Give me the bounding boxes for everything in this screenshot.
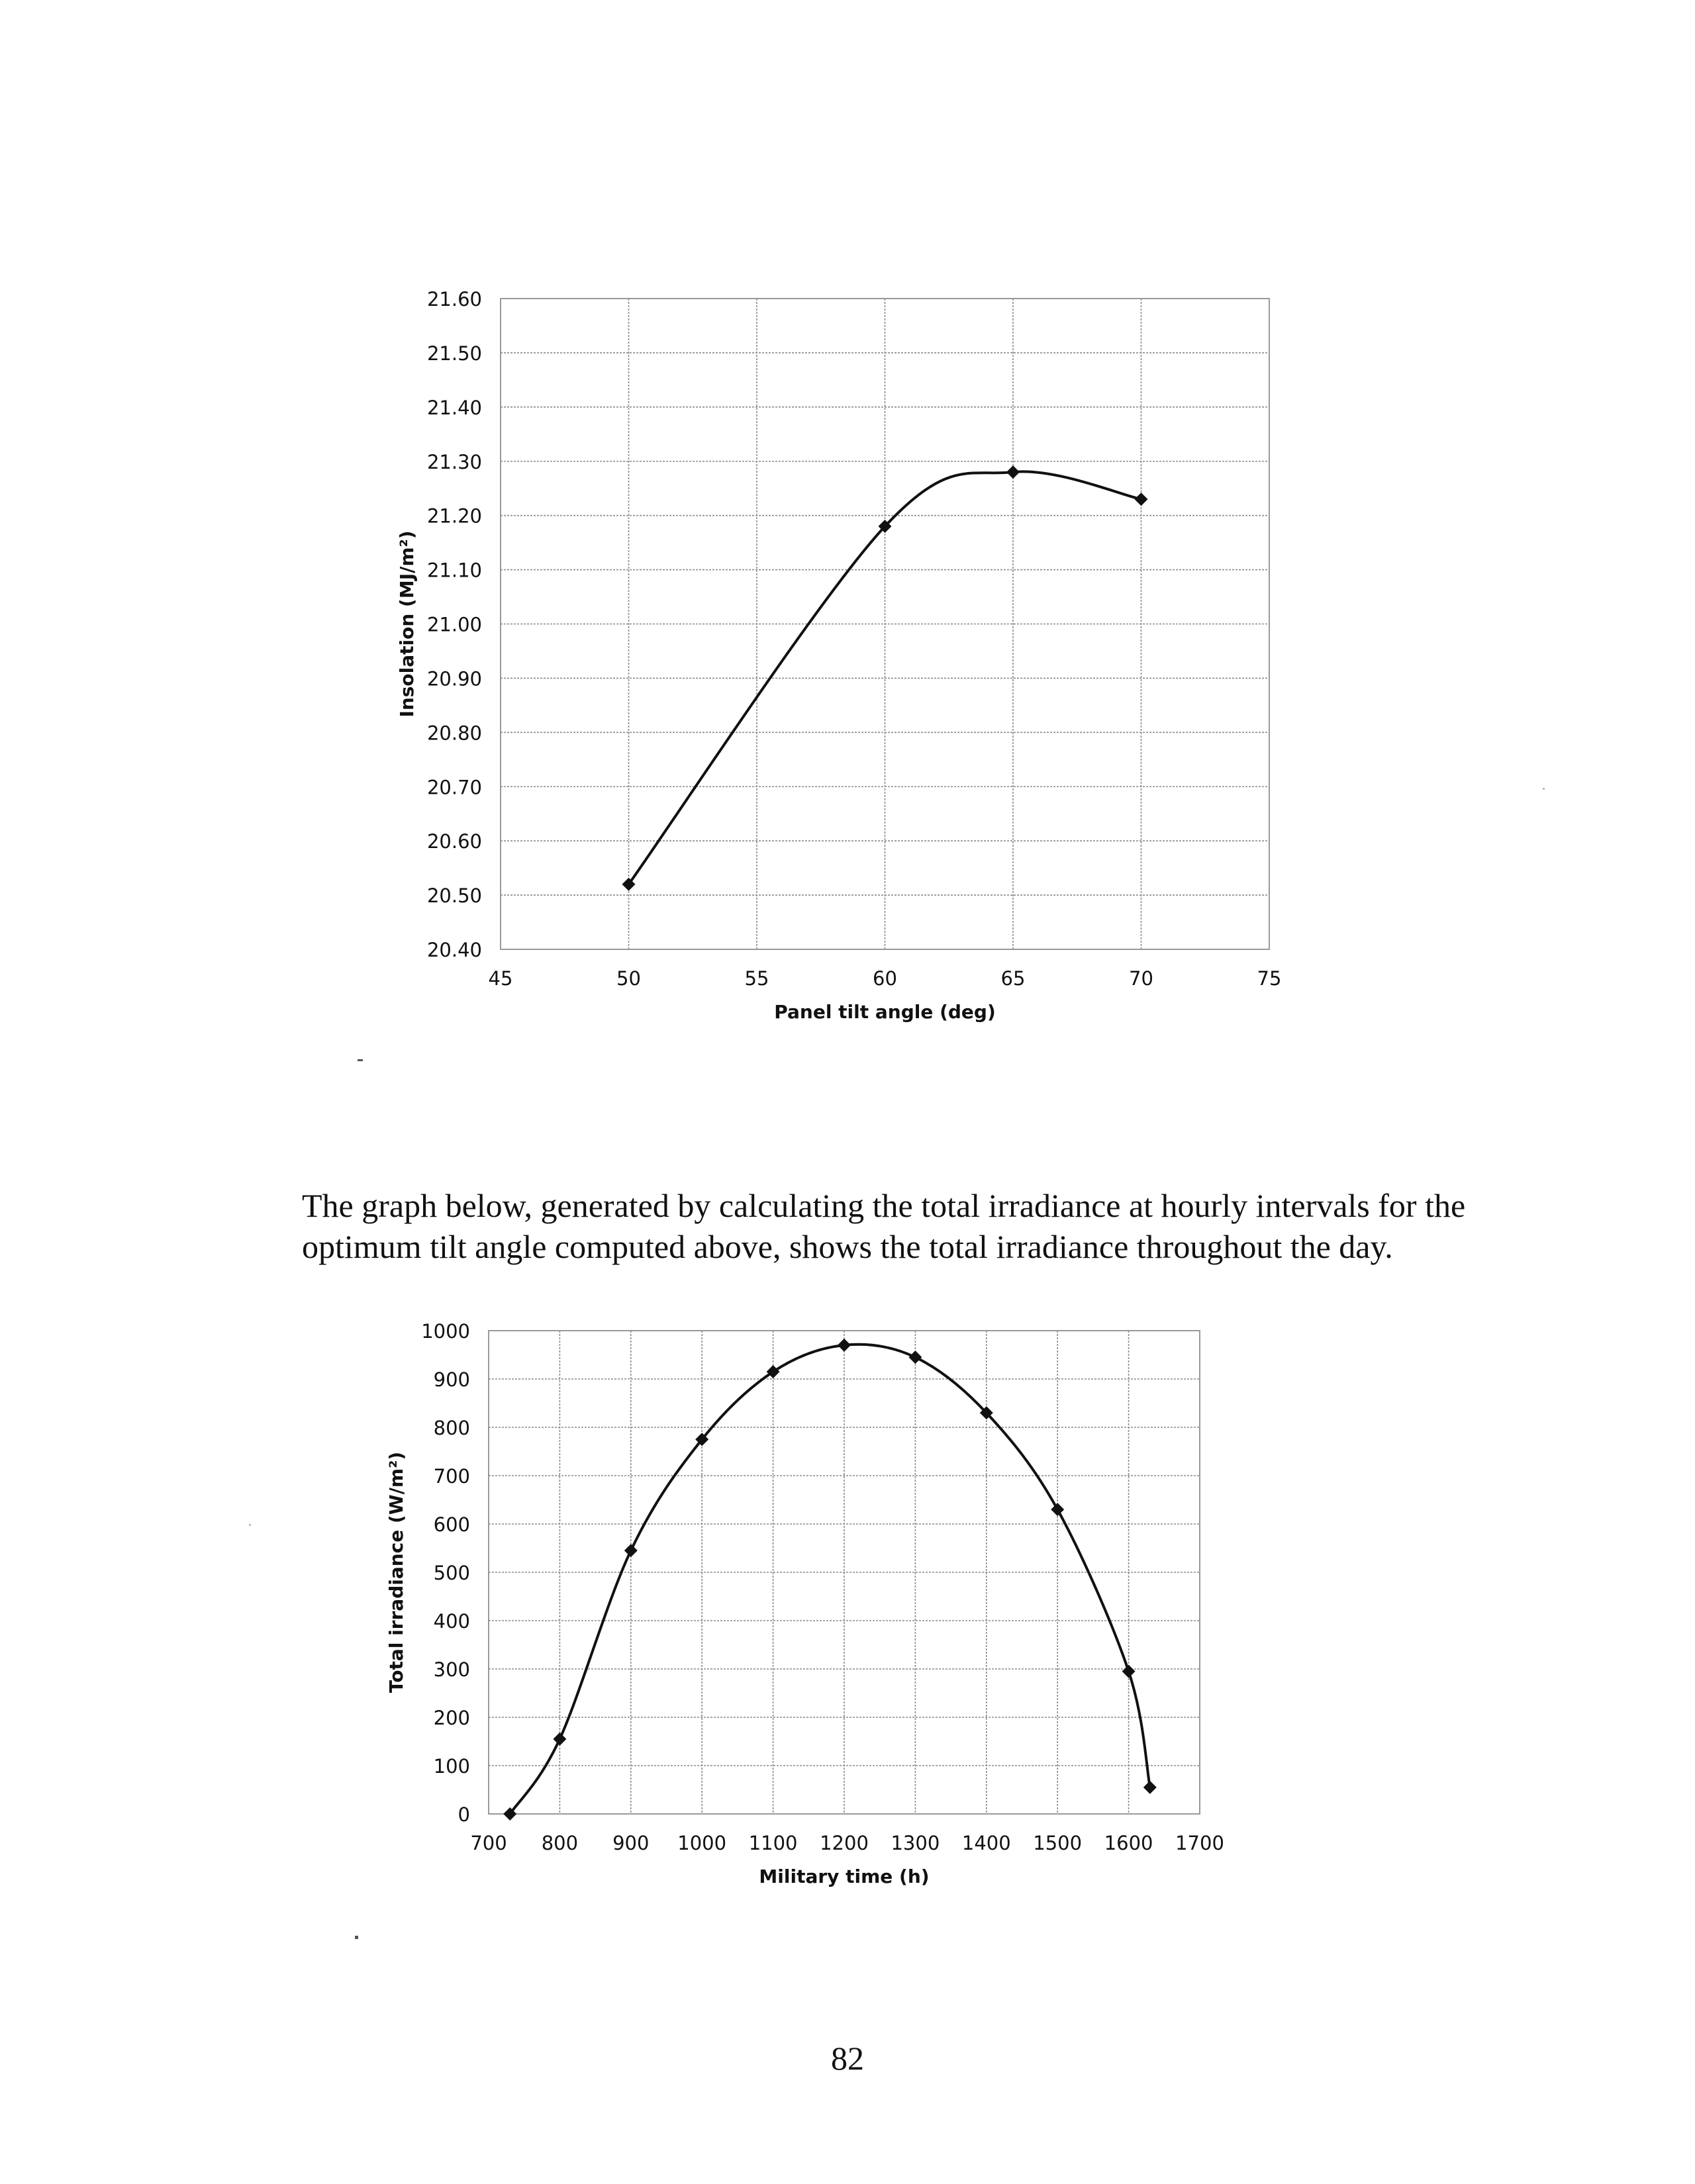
- y-tick-label: 500: [433, 1562, 470, 1584]
- x-tick-label: 65: [1000, 967, 1026, 990]
- y-tick-label: 20.90: [426, 667, 482, 690]
- data-point-marker: [1006, 465, 1020, 479]
- body-paragraph: [302, 1185, 1467, 1267]
- x-axis-title: Military time (h): [759, 1866, 930, 1887]
- x-tick-label: 60: [873, 967, 897, 990]
- scan-mark: [355, 1936, 358, 1939]
- x-tick-label: 55: [744, 967, 769, 990]
- data-point-marker: [624, 1544, 638, 1557]
- series-line: [510, 1345, 1150, 1814]
- paragraph-line-1: The graph below, generated by calculating the total irradiance at hourly intervals for the: [302, 1187, 1466, 1224]
- x-tick-label: 1700: [1175, 1832, 1224, 1854]
- y-tick-label: 0: [458, 1803, 470, 1826]
- y-tick-label: 800: [433, 1417, 470, 1439]
- scan-mark: [1543, 788, 1545, 790]
- x-tick-label: 900: [612, 1832, 650, 1854]
- page-number: 82: [831, 2040, 864, 2077]
- y-tick-label: 21.10: [426, 559, 482, 582]
- data-point-marker: [1135, 493, 1148, 506]
- y-tick-label: 20.50: [426, 884, 482, 908]
- y-tick-label: 20.70: [426, 776, 482, 799]
- x-tick-label: 1200: [820, 1832, 869, 1854]
- y-tick-label: 700: [433, 1465, 470, 1488]
- x-tick-label: 45: [488, 967, 513, 990]
- x-tick-label: 1100: [748, 1832, 798, 1854]
- y-axis-title: Total irradiance (W/m²): [385, 1451, 407, 1693]
- y-tick-label: 300: [433, 1658, 470, 1681]
- y-tick-label: 21.40: [426, 396, 482, 419]
- y-tick-label: 100: [433, 1755, 470, 1778]
- x-axis-title: Panel tilt angle (deg): [774, 1001, 996, 1023]
- x-tick-label: 1000: [677, 1832, 727, 1854]
- scan-mark: [358, 1059, 363, 1061]
- y-tick-label: 21.50: [426, 342, 482, 365]
- data-point-marker: [1143, 1781, 1157, 1794]
- data-point-marker: [1051, 1503, 1064, 1516]
- y-tick-label: 21.30: [426, 450, 482, 473]
- y-tick-label: 21.60: [426, 288, 482, 310]
- insolation-chart: [396, 288, 1281, 1023]
- y-tick-label: 1000: [421, 1320, 470, 1343]
- x-tick-label: 1500: [1033, 1832, 1083, 1854]
- y-tick-label: 20.40: [426, 939, 482, 961]
- y-tick-label: 21.00: [426, 613, 482, 636]
- data-point-marker: [1122, 1665, 1136, 1678]
- y-tick-label: 200: [433, 1707, 470, 1729]
- y-axis-title: Insolation (MJ/m²): [396, 530, 418, 718]
- y-tick-label: 21.20: [426, 504, 482, 528]
- scan-mark: [249, 1524, 251, 1526]
- x-tick-label: 700: [470, 1832, 507, 1854]
- x-tick-label: 800: [541, 1832, 579, 1854]
- x-tick-label: 70: [1129, 967, 1153, 990]
- y-tick-label: 400: [433, 1610, 470, 1633]
- y-tick-label: 20.60: [426, 830, 482, 853]
- paragraph-line-2: optimum tilt angle computed above, shows the total irradiance throughout the day.: [302, 1228, 1393, 1265]
- y-tick-label: 600: [433, 1513, 470, 1536]
- x-tick-label: 75: [1257, 967, 1282, 990]
- x-tick-label: 1600: [1104, 1832, 1153, 1854]
- x-tick-label: 1400: [961, 1832, 1011, 1854]
- x-tick-label: 1300: [891, 1832, 940, 1854]
- y-tick-label: 20.80: [426, 722, 482, 745]
- data-point-marker: [553, 1733, 566, 1746]
- irradiance-chart: [385, 1320, 1224, 1887]
- y-tick-label: 900: [433, 1368, 470, 1391]
- data-point-marker: [838, 1339, 851, 1352]
- data-point-marker: [908, 1351, 922, 1364]
- x-tick-label: 50: [616, 967, 641, 990]
